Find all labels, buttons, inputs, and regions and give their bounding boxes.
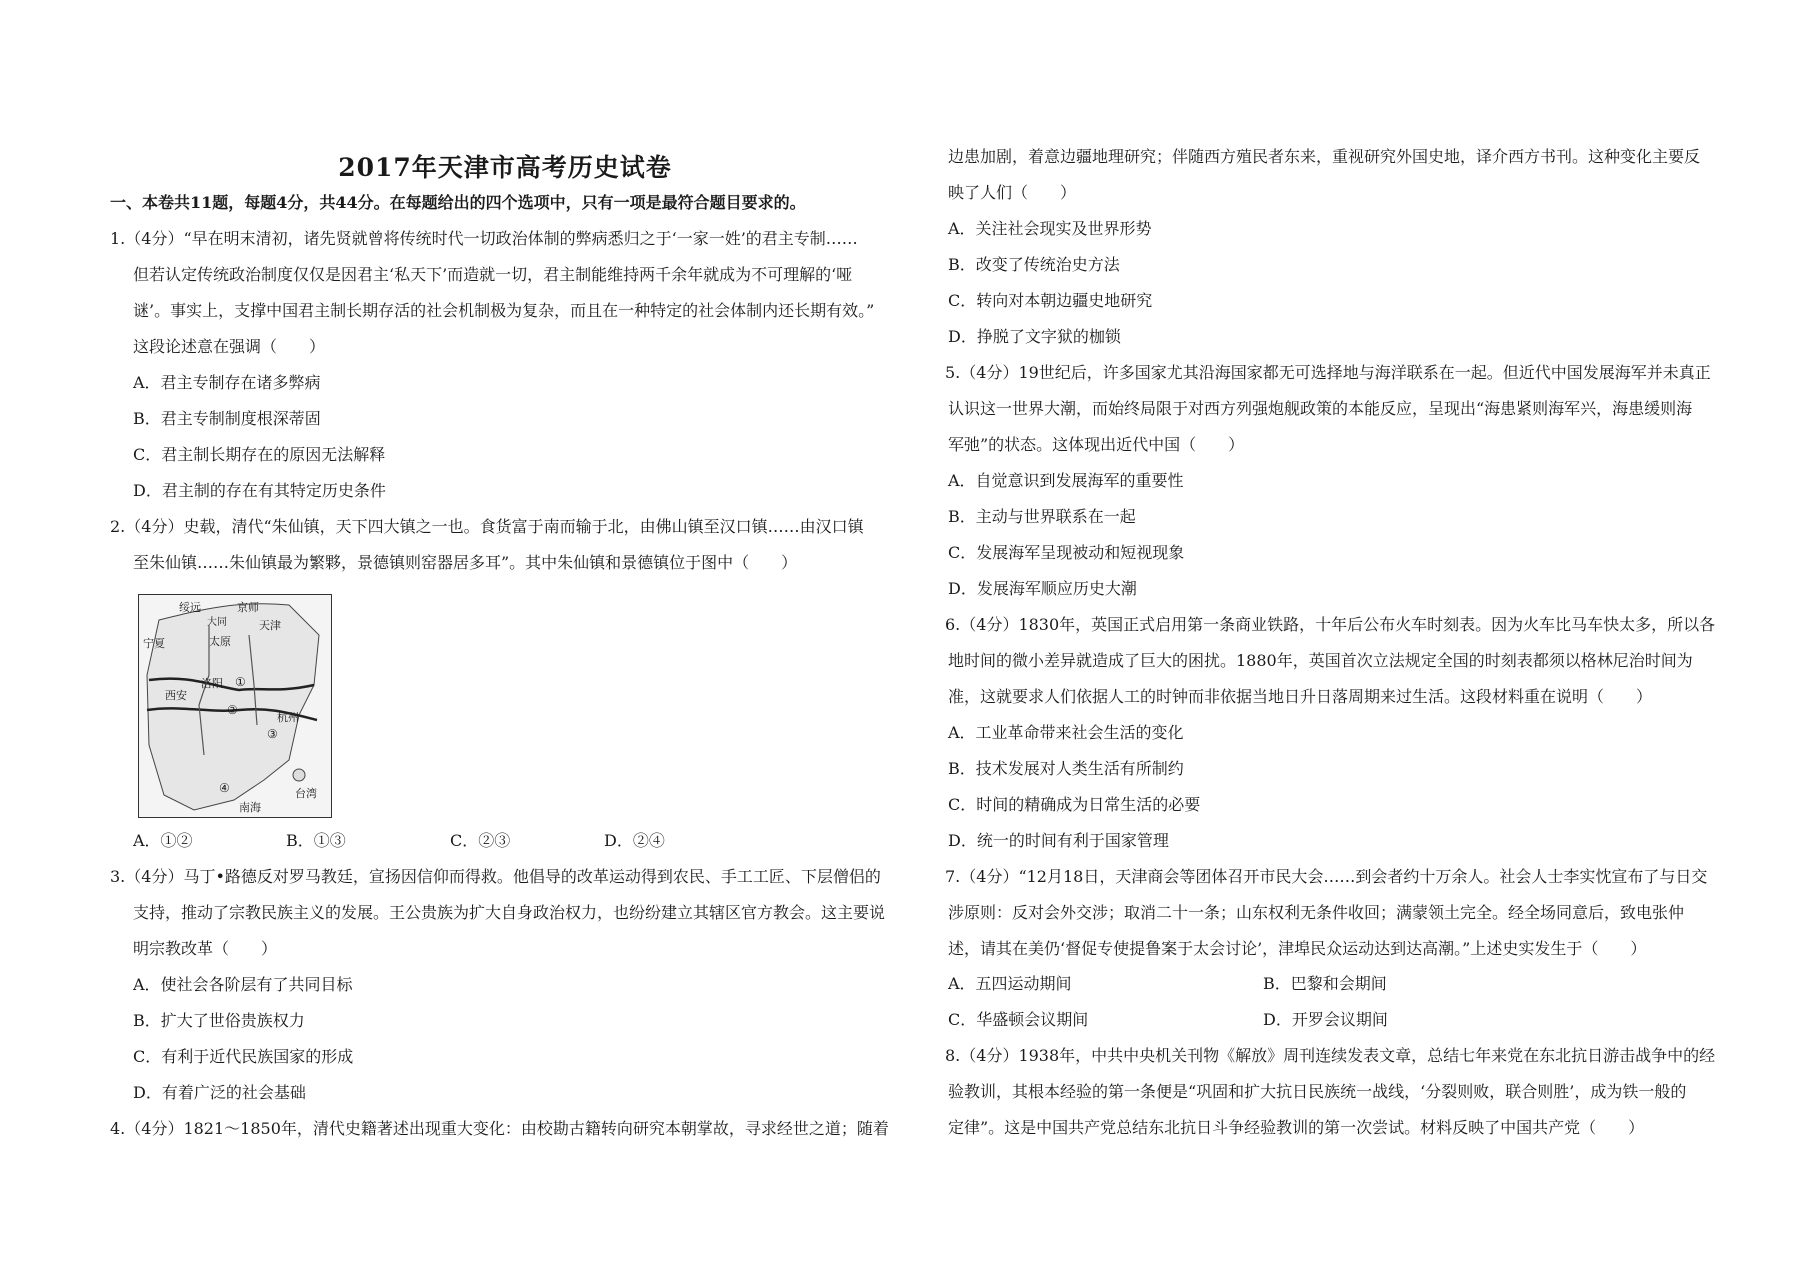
text-line: 但若认定传统政治制度仅仅是因君主‘私天下’而造就一切，君主制能维持两千余年就成为不可理解的‘哑	[133, 265, 853, 284]
map-label: 大同	[207, 617, 227, 628]
text-line: 认识这一世界大潮，而始终局限于对西方列强炮舰政策的本能反应，呈现出“海患紧则海军兴，海患缓则海	[948, 399, 1693, 418]
text-line: 3.（4分）马丁•路德反对罗马教廷，宣扬因信仰而得救。他倡导的改革运动得到农民、手工工匠、下层僧侣的	[110, 867, 881, 886]
text-line: 明宗教改革（ ）	[133, 939, 278, 958]
text-line: C．时间的精确成为日常生活的必要	[948, 795, 1201, 814]
text-line: D．有着广泛的社会基础	[133, 1083, 306, 1102]
text-line: 5.（4分）19世纪后，许多国家尤其沿海国家都无可选择地与海洋联系在一起。但近代中国发展海军并未真正	[945, 363, 1711, 382]
text-line: 4.（4分）1821～1850年，清代史籍著述出现重大变化：由校勘古籍转向研究本朝掌故，寻求经世之道；随着	[110, 1119, 889, 1138]
q2-option-b: B．①③	[286, 831, 346, 850]
map-label: 西安	[165, 689, 187, 702]
map-label: 天津	[259, 619, 281, 632]
text-line: 支持，推动了宗教民族主义的发展。王公贵族为扩大自身政治权力，也纷纷建立其辖区官方教会。这主要说	[133, 903, 886, 922]
map-label: 太原	[209, 635, 231, 648]
text-line: 至朱仙镇……朱仙镇最为繁夥，景德镇则窑器居多耳”。其中朱仙镇和景德镇位于图中（ ）	[133, 553, 798, 572]
text-line: 验教训，其根本经验的第一条便是“巩固和扩大抗日民族统一战线，‘分裂则败，联合则胜’，成为铁一般的	[948, 1082, 1687, 1101]
text-line: D．挣脱了文字狱的枷锁	[948, 327, 1121, 346]
text-line: D．君主制的存在有其特定历史条件	[133, 481, 386, 500]
text-line: B．改变了传统治史方法	[948, 255, 1120, 274]
q7-option-a: A．五四运动期间	[948, 974, 1072, 993]
text-line: D．发展海军顺应历史大潮	[948, 579, 1137, 598]
map-label: 台湾	[295, 787, 317, 800]
text-line: 定律”。这是中国共产党总结东北抗日斗争经验教训的第一次尝试。材料反映了中国共产党（ ）	[948, 1118, 1645, 1137]
q2-option-c: C．②③	[450, 831, 511, 850]
map-label: 绥远	[179, 601, 201, 614]
text-line: A．自觉意识到发展海军的重要性	[948, 471, 1184, 490]
text-line: 地时间的微小差异就造成了巨大的困扰。1880年，英国首次立法规定全国的时刻表都须以格林尼治时间为	[948, 651, 1693, 670]
map-figure	[138, 594, 332, 818]
text-line: 述，请其在美仍‘督促专使提鲁案于太会讨论’，津埠民众运动达到达高潮。”上述史实发生于（ ）	[948, 939, 1647, 958]
text-line: C．发展海军呈现被动和短视现象	[948, 543, 1185, 562]
text-line: A．君主专制存在诸多弊病	[133, 373, 321, 392]
text-line: 映了人们（ ）	[948, 183, 1077, 202]
text-line: A．关注社会现实及世界形势	[948, 219, 1152, 238]
map-label: 京师	[237, 601, 259, 614]
map-label: 宁夏	[143, 637, 165, 650]
page-title: 2017年天津市高考历史试卷	[338, 153, 672, 182]
text-line: C．有利于近代民族国家的形成	[133, 1047, 354, 1066]
text-line: 这段论述意在强调（ ）	[133, 337, 326, 356]
text-line: 涉原则：反对会外交涉；取消二十一条；山东权利无条件收回；满蒙领土完全。经全场同意后，致电张仲	[948, 903, 1685, 922]
text-line: 7.（4分）“12月18日，天津商会等团体召开市民大会……到会者约十万余人。社会人士李实忱宣布了与日交	[945, 867, 1708, 886]
q7-option-d: D．开罗会议期间	[1263, 1010, 1388, 1029]
text-line: 准，这就要求人们依据人工的时钟而非依据当地日升日落周期来过生活。这段材料重在说明（ ）	[948, 687, 1653, 706]
text-line: 边患加剧，着意边疆地理研究；伴随西方殖民者东来，重视研究外国史地，译介西方书刊。这种变化主要反	[948, 147, 1701, 166]
text-line: B．技术发展对人类生活有所制约	[948, 759, 1184, 778]
text-line: A．工业革命带来社会生活的变化	[948, 723, 1184, 742]
map-label: 杭州	[277, 711, 299, 724]
text-line: 谜’。事实上，支撑中国君主制长期存活的社会机制极为复杂，而且在一种特定的社会体制内还长期有效。”	[133, 301, 875, 320]
text-line: 军弛”的状态。这体现出近代中国（ ）	[948, 435, 1245, 454]
text-line: 6.（4分）1830年，英国正式启用第一条商业铁路，十年后公布火车时刻表。因为火车比马车快太多，所以各	[945, 615, 1716, 634]
text-line: B．主动与世界联系在一起	[948, 507, 1136, 526]
map-label: ③	[267, 727, 278, 741]
map-label: 南海	[239, 801, 261, 814]
map-label: ①	[235, 675, 246, 689]
text-line: A．使社会各阶层有了共同目标	[133, 975, 353, 994]
map-label: ②	[227, 703, 238, 717]
map-label: 洛阳	[201, 677, 223, 690]
q2-option-d: D．②④	[604, 831, 665, 850]
text-line: B．君主专制制度根深蒂固	[133, 409, 321, 428]
q7-option-c: C．华盛顿会议期间	[948, 1010, 1089, 1029]
map-label: ④	[219, 781, 230, 795]
q2-option-a: A．①②	[133, 831, 193, 850]
section-heading: 一、本卷共11题，每题4分，共44分。在每题给出的四个选项中，只有一项是最符合题目要求的。	[110, 193, 806, 212]
q7-option-b: B．巴黎和会期间	[1263, 974, 1387, 993]
text-line: 8.（4分）1938年，中共中央机关刊物《解放》周刊连续发表文章，总结七年来党在东北抗日游击战争中的经	[945, 1046, 1716, 1065]
text-line: D．统一的时间有利于国家管理	[948, 831, 1169, 850]
text-line: B．扩大了世俗贵族权力	[133, 1011, 305, 1030]
text-line: 2.（4分）史载，清代“朱仙镇，天下四大镇之一也。食货富于南而输于北，由佛山镇至汉口镇……由汉口镇	[110, 517, 864, 536]
text-line: 1.（4分）“早在明末清初，诸先贤就曾将传统时代一切政治体制的弊病悉归之于‘一家一姓’的君主专制……	[110, 229, 858, 248]
text-line: C．君主制长期存在的原因无法解释	[133, 445, 386, 464]
text-line: C．转向对本朝边疆史地研究	[948, 291, 1153, 310]
